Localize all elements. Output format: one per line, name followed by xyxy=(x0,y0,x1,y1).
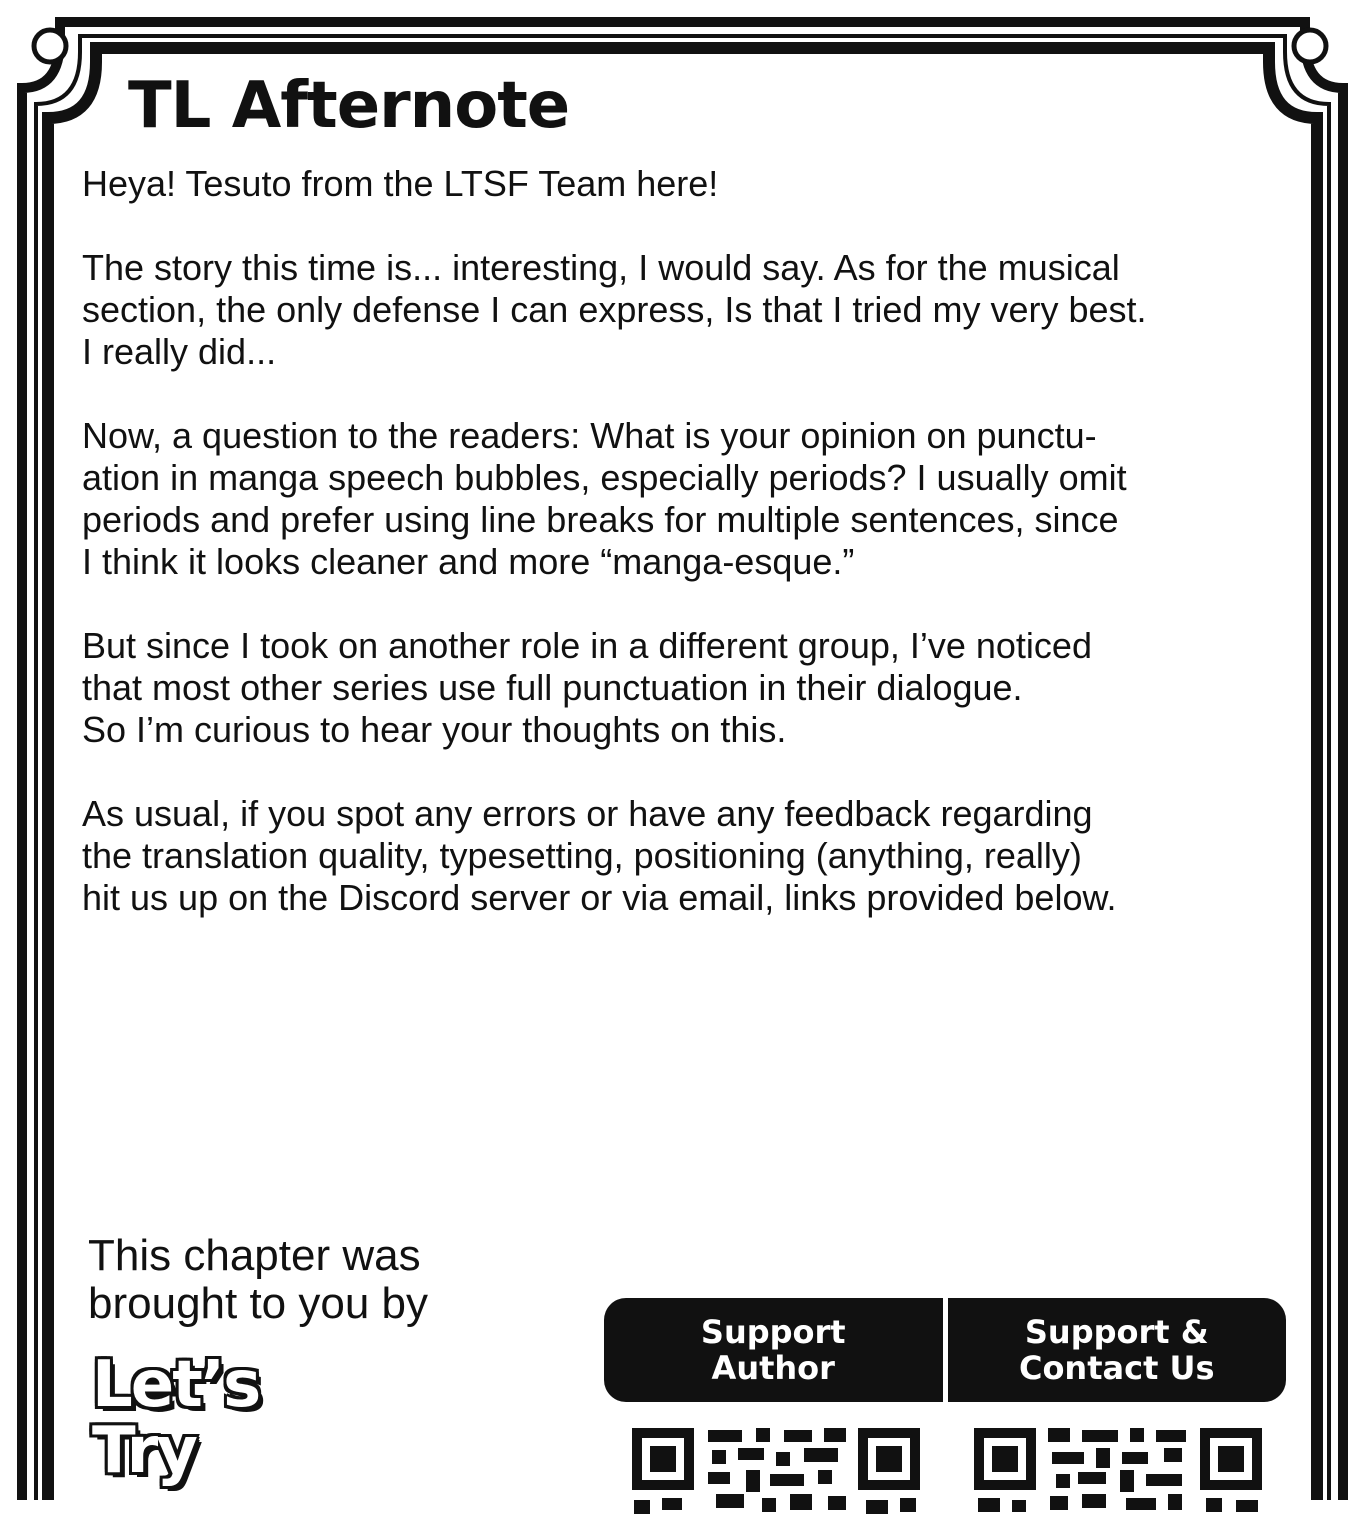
credit-lead-line: brought to you by xyxy=(88,1279,429,1328)
support-author-label: Author xyxy=(711,1349,835,1387)
text-line: As usual, if you spot any errors or have any feedback regarding xyxy=(82,793,1093,834)
frame-corner-ornament-left xyxy=(34,30,66,62)
text-line: hit us up on the Discord server or via email, links provided below. xyxy=(82,877,1117,918)
afternote-body xyxy=(82,163,1297,961)
text-line: I really did... xyxy=(82,331,277,372)
text-line: periods and prefer using line breaks for multiple sentences, since xyxy=(82,499,1119,540)
text-line: So I’m curious to hear your thoughts on this. xyxy=(82,709,787,750)
group-logo xyxy=(92,1348,260,1488)
text-line: I think it looks cleaner and more “manga-esque.” xyxy=(82,541,855,582)
support-contact-label: Contact Us xyxy=(1018,1349,1215,1387)
credit-lead-line: This chapter was xyxy=(88,1231,421,1280)
text-line: the translation quality, typesetting, positioning (anything, really) xyxy=(82,835,1082,876)
text-line: Now, a question to the readers: What is your opinion on punctu- xyxy=(82,415,1097,456)
text-line: But since I took on another role in a different group, I’ve noticed xyxy=(82,625,1092,666)
text-line: Heya! Tesuto from the LTSF Team here! xyxy=(82,163,719,204)
support-contact-label: Support & xyxy=(1024,1313,1209,1351)
logo-line: Try xyxy=(92,1414,196,1488)
paragraph-greeting xyxy=(82,163,1297,205)
frame-corner-ornament-right xyxy=(1294,30,1326,62)
logo-line: Let’s xyxy=(92,1348,260,1422)
text-line: that most other series use full punctuation in their dialogue. xyxy=(82,667,1023,708)
qr-code-icon[interactable] xyxy=(970,1424,1266,1514)
page-title: TL Afternote xyxy=(128,69,570,143)
qr-code-icon[interactable] xyxy=(628,1424,924,1514)
credit-lead xyxy=(88,1232,428,1328)
text-line: ation in manga speech bubbles, especially periods? I usually omit xyxy=(82,457,1127,498)
support-contact-button[interactable] xyxy=(948,1298,1287,1402)
support-links-bar xyxy=(604,1298,1286,1402)
paragraph-story xyxy=(82,247,1297,373)
paragraph-punctuation xyxy=(82,625,1297,751)
support-author-button[interactable] xyxy=(604,1298,943,1402)
text-line: The story this time is... interesting, I would say. As for the musical xyxy=(82,247,1120,288)
text-line: section, the only defense I can express, Is that I tried my very best. xyxy=(82,289,1147,330)
support-author-label: Support xyxy=(700,1313,846,1351)
paragraph-feedback xyxy=(82,793,1297,919)
paragraph-question xyxy=(82,415,1297,583)
